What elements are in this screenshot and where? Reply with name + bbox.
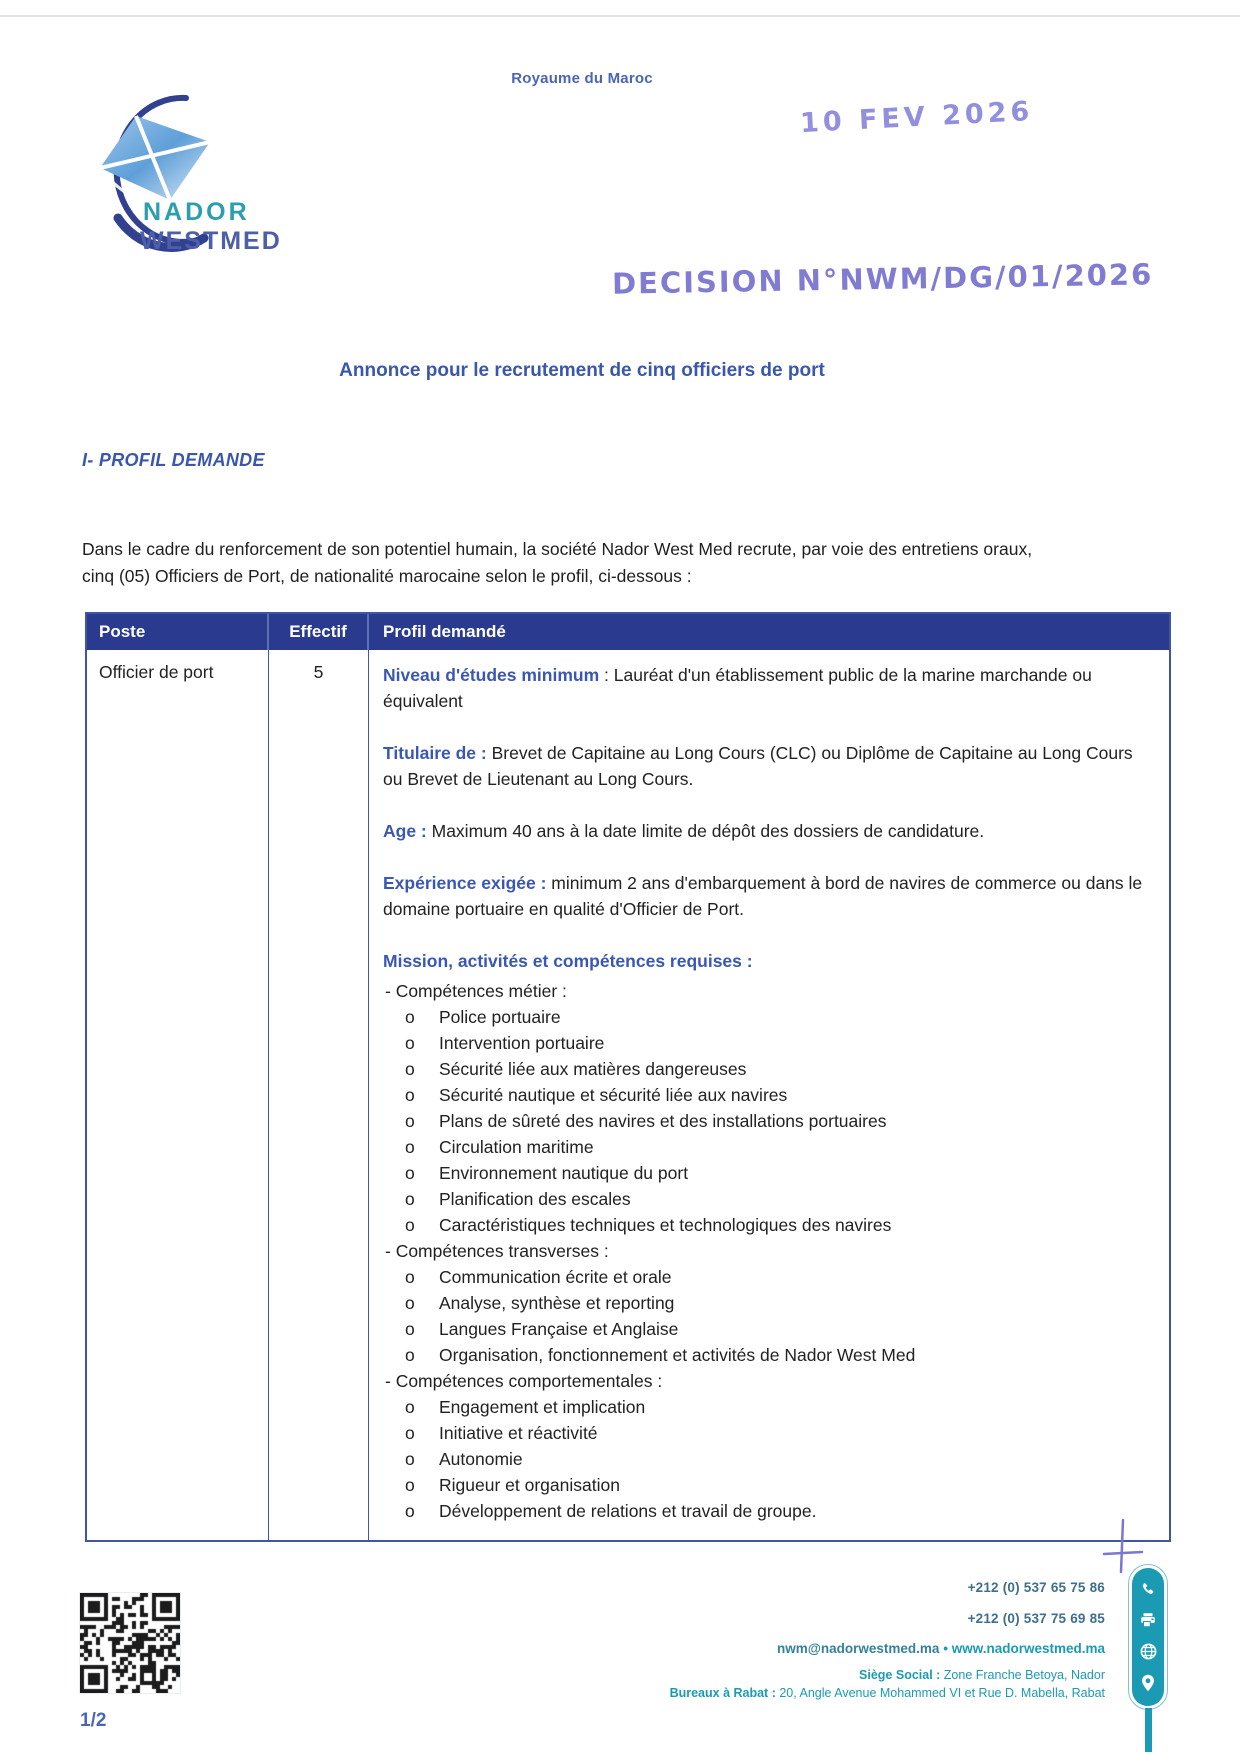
capsule-stem [1145, 1708, 1152, 1752]
footer-phone-1: +212 (0) 537 65 75 86 [967, 1580, 1105, 1595]
profile-item: Age : Maximum 40 ans à la date limite de dépôt des dossiers de candidature. [383, 821, 985, 841]
cell-poste: Officier de port [87, 650, 269, 1540]
competence-item: o Caractéristiques techniques et technologiques des navires [405, 1215, 892, 1235]
page-number: 1/2 [80, 1710, 107, 1731]
competence-item: o Intervention portuaire [405, 1033, 605, 1053]
handwritten-decision-number: DECISION N°NWM/DG/01/2026 [611, 257, 1154, 301]
competence-item: o Planification des escales [405, 1189, 631, 1209]
competence-item: o Sécurité nautique et sécurité liée aux navires [405, 1085, 788, 1105]
footer-email[interactable]: nwm@nadorwestmed.ma [776, 1641, 940, 1656]
competence-item: o Engagement et implication [405, 1397, 646, 1417]
footer-website[interactable]: www.nadorwestmed.ma [951, 1641, 1105, 1656]
profile-item: Niveau d'études minimum : Lauréat d'un établissement public de la marine marchande ou équivalent [383, 665, 1092, 711]
profile-item: Expérience exigée : minimum 2 ans d'embarquement à bord de navires de commerce ou dans le domaine portuaire en qualité d'Officier de Port. [383, 873, 1143, 919]
page-title: Annonce pour le recrutement de cinq officiers de port [339, 360, 825, 381]
competence-item: o Autonomie [405, 1449, 523, 1469]
footer-phone-2: +212 (0) 537 75 69 85 [967, 1611, 1105, 1626]
footer-bullet: • [943, 1641, 948, 1656]
column-header-profil: Profil demandé [383, 622, 506, 641]
competence-item: o Sécurité liée aux matières dangereuses [405, 1059, 747, 1079]
footer-address-siege: Siège Social : Zone Franche Betoya, Nador [859, 1668, 1105, 1682]
competence-item: o Police portuaire [405, 1007, 561, 1027]
footer-contact-icons [1128, 1564, 1168, 1710]
handwritten-date-stamp: 10 FEV 2026 [799, 95, 1034, 140]
competence-item: o Organisation, fonctionnement et activités de Nador West Med [405, 1345, 916, 1365]
competence-group-title: - Compétences comportementales : [385, 1371, 663, 1391]
competence-group-title: - Compétences transverses : [385, 1241, 609, 1261]
qr-code [80, 1593, 180, 1693]
logo-text-nador: NADOR [143, 198, 250, 226]
location-pin-icon [1139, 1673, 1157, 1693]
profile-item: Titulaire de : Brevet de Capitaine au Long Cours (CLC) ou Diplôme de Capitaine au Long Cours ou Brevet de Lieutenant au Long Cours. [383, 743, 1133, 789]
table-row [87, 650, 1169, 1540]
intro-paragraph: Dans le cadre du renforcement de son potentiel humain, la société Nador West Med recrute, par voie des entretiens oraux, cinq (05) Officiers de Port, de nationalité marocaine selon le profil, ci-dessous : [82, 539, 1033, 586]
logo-text-westmed: WESTMED [140, 227, 282, 255]
globe-icon [1139, 1642, 1158, 1661]
competence-item: o Rigueur et organisation [405, 1475, 620, 1495]
cell-effectif: 5 [269, 650, 369, 1540]
footer-email-website [777, 1641, 1105, 1656]
competence-item: o Communication écrite et orale [405, 1267, 672, 1287]
competence-item: o Langues Française et Anglaise [405, 1319, 679, 1339]
competence-item: o Initiative et réactivité [405, 1423, 598, 1443]
competence-item: o Circulation maritime [405, 1137, 594, 1157]
fax-icon [1139, 1611, 1157, 1629]
competence-item: o Environnement nautique du port [405, 1163, 689, 1183]
profile-table [85, 612, 1171, 1542]
competence-item: o Plans de sûreté des navires et des installations portuaires [405, 1111, 887, 1131]
column-header-effectif: Effectif [269, 614, 369, 650]
competence-item: o Analyse, synthèse et reporting [405, 1293, 675, 1313]
competence-group-title: - Compétences métier : [385, 981, 567, 1001]
table-header-row [87, 614, 1169, 650]
kingdom-heading: Royaume du Maroc [511, 70, 653, 87]
section-heading-profil-demande: I- PROFIL DEMANDE [82, 450, 265, 470]
mission-heading: Mission, activités et compétences requises : [383, 951, 753, 971]
scan-artifact-line [0, 15, 1240, 17]
phone-icon [1139, 1581, 1157, 1599]
competence-item: o Développement de relations et travail de groupe. [405, 1501, 817, 1521]
column-header-poste: Poste [87, 614, 269, 650]
footer-address-rabat: Bureaux à Rabat : 20, Angle Avenue Mohammed VI et Rue D. Mabella, Rabat [669, 1686, 1105, 1700]
cell-profil-demande [369, 650, 1169, 1540]
